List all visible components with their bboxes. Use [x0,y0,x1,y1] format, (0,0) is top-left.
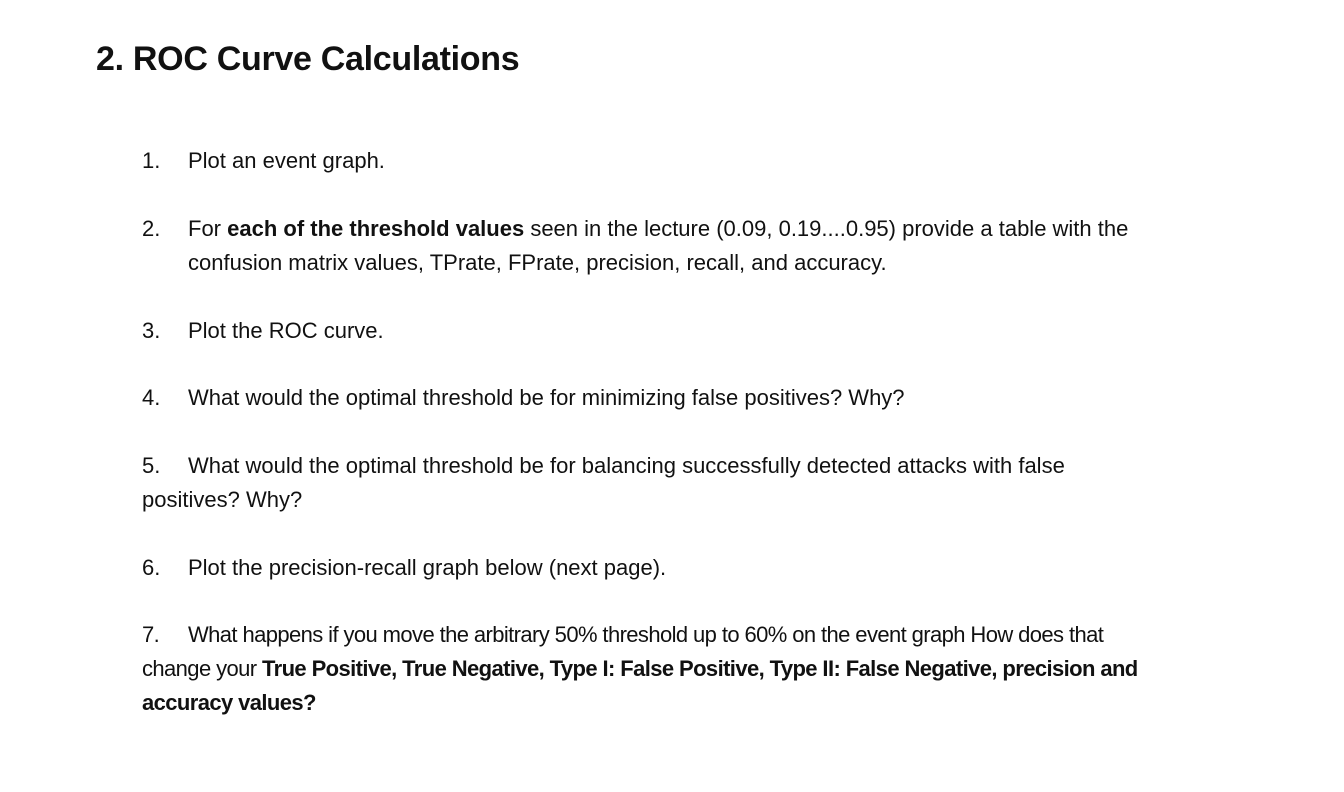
question-text: What would the optimal threshold be for balancing successfully detected attacks with false [188,453,1065,478]
question-number: 3. [142,318,161,343]
question-text-bold: True Positive, True Negative, Type I: False Positive, Type II: False Negative, precision and [262,656,1138,681]
question-text-bold-continuation: accuracy values? [142,690,316,715]
question-text: What would the optimal threshold be for minimizing false positives? Why? [188,385,905,410]
heading-number: 2. [96,40,124,78]
question-6 [142,551,666,585]
question-2 [142,212,1128,280]
question-text-bold: each of the threshold values [227,216,525,241]
question-number: 5. [142,453,161,478]
question-text-pre: For [188,216,228,241]
heading-title: ROC Curve Calculations [132,40,520,78]
question-number: 4. [142,385,161,410]
question-text-pre: change your [142,656,262,681]
question-number: 7. [142,622,160,647]
question-5 [142,449,1065,517]
question-1 [142,144,385,178]
question-7 [142,618,1138,720]
page-title [96,40,519,79]
question-text-post: seen in the lecture (0.09, 0.19....0.95) provide a table with the [524,216,1129,241]
question-number: 2. [142,216,161,241]
question-number: 6. [142,555,161,580]
question-4 [142,381,905,415]
question-text: Plot the precision-recall graph below (next page). [188,555,667,580]
question-text: Plot an event graph. [188,148,385,173]
question-3 [142,314,384,348]
question-text-continuation: confusion matrix values, TPrate, FPrate, precision, recall, and accuracy. [188,250,887,275]
question-number: 1. [142,148,161,173]
question-text: What happens if you move the arbitrary 50% threshold up to 60% on the event graph How does that [188,622,1104,647]
question-text: Plot the ROC curve. [188,318,384,343]
question-text-continuation: positives? Why? [142,487,303,512]
